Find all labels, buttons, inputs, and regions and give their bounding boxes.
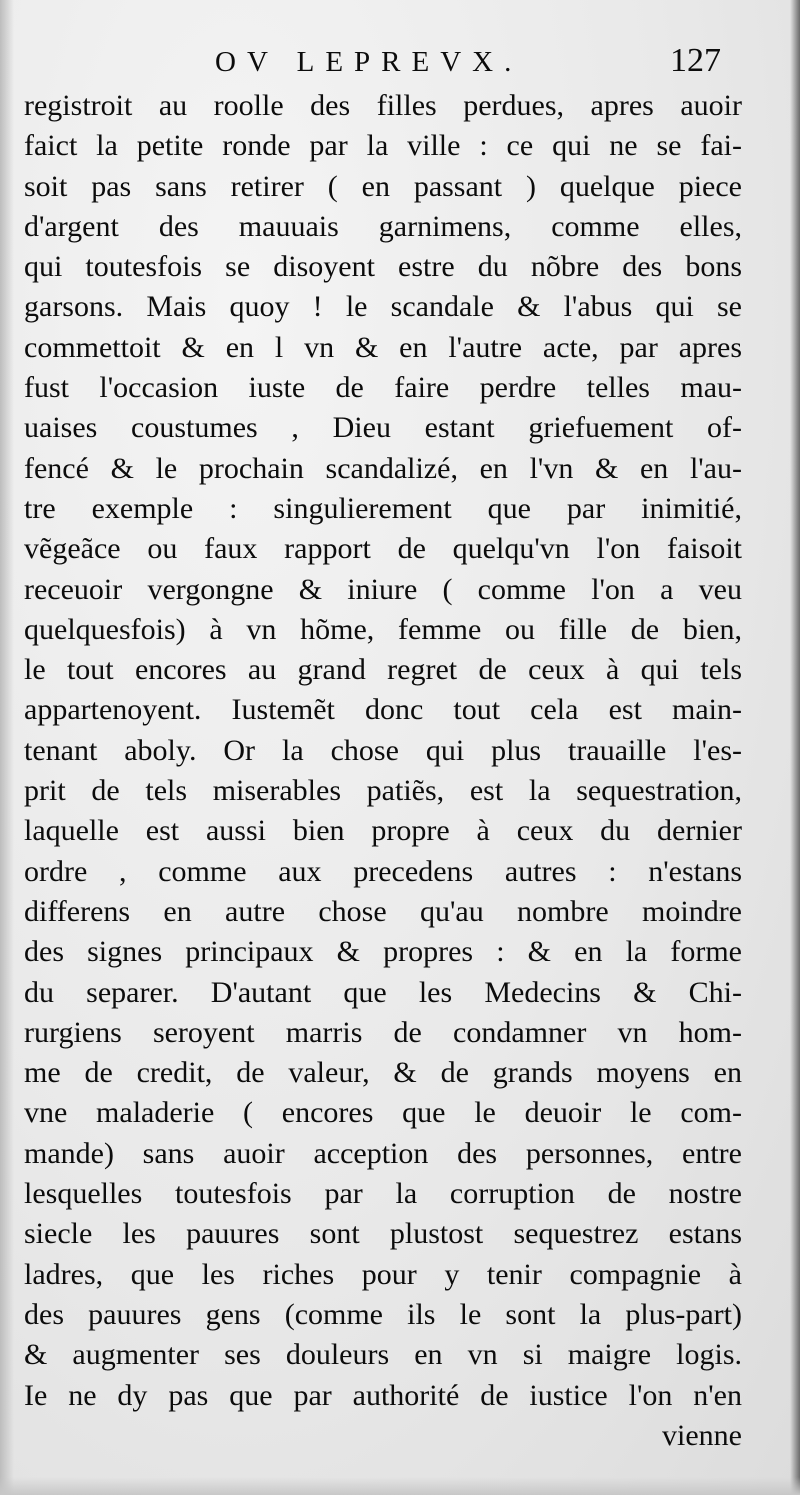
text-line: vẽgeãce ou faux rapport de quelqu'vn l'on faisoit bbox=[24, 532, 742, 566]
text-line: fencé & le prochain scandalizé, en l'vn & en l'au- bbox=[24, 451, 742, 485]
text-line: laquelle est aussi bien propre à ceux du dernier bbox=[24, 814, 742, 848]
text-line: receuoir vergongne & iniure ( comme l'on a veu bbox=[24, 572, 742, 606]
running-title: OV LEPREVX. bbox=[215, 46, 523, 78]
text-line: des signes principaux & propres : & en la forme bbox=[24, 935, 742, 969]
text-line: Ie ne dy pas que par authorité de iustice l'on n'en bbox=[24, 1378, 742, 1412]
text-line: tenant aboly. Or la chose qui plus trauaille l'es- bbox=[24, 733, 742, 767]
text-line: differens en autre chose qu'au nombre moindre bbox=[24, 894, 742, 928]
text-line: qui toutesfois se disoyent estre du nõbre des bons bbox=[24, 250, 742, 284]
text-line: soit pas sans retirer ( en passant ) quelque piece bbox=[24, 169, 742, 203]
text-line: quelquesfois) à vn hõme, femme ou fille de bien, bbox=[24, 612, 742, 646]
text-line: ordre , comme aux precedens autres : n'estans bbox=[24, 854, 742, 888]
text-line: registroit au roolle des filles perdues, apres auoir bbox=[24, 89, 742, 122]
text-line: lesquelles toutesfois par la corruption de nostre bbox=[24, 1177, 742, 1211]
text-line: prit de tels miserables patiẽs, est la sequestration, bbox=[24, 774, 742, 808]
text-line: uaises coustumes , Dieu estant griefuement of- bbox=[24, 411, 742, 445]
text-line: ladres, que les riches pour y tenir compagnie à bbox=[24, 1257, 742, 1291]
page-header bbox=[0, 42, 800, 88]
text-line: siecle les pauures sont plustost sequestrez estans bbox=[24, 1217, 742, 1251]
page-shadow-left bbox=[0, 0, 14, 1495]
text-line: me de credit, de valeur, & de grands moyens en bbox=[24, 1056, 742, 1090]
page-number: 127 bbox=[670, 42, 721, 79]
catchword: vienne bbox=[662, 1418, 742, 1452]
text-line: le tout encores au grand regret de ceux à qui tels bbox=[24, 653, 742, 687]
text-line: des pauures gens (comme ils le sont la plus-part) bbox=[24, 1297, 742, 1331]
text-line: garsons. Mais quoy ! le scandale & l'abus qui se bbox=[24, 290, 742, 324]
text-line: tre exemple : singulierement que par inimitié, bbox=[24, 491, 742, 525]
text-line: & augmenter ses douleurs en vn si maigre logis. bbox=[24, 1338, 742, 1372]
text-line: appartenoyent. Iustemẽt donc tout cela est main- bbox=[24, 693, 742, 727]
text-line: d'argent des mauuais garnimens, comme elles, bbox=[24, 209, 742, 243]
text-line: commettoit & en l vn & en l'autre acte, par apres bbox=[24, 330, 742, 364]
page-shadow-bottom bbox=[0, 1477, 800, 1495]
text-line: rurgiens seroyent marris de condamner vn hom- bbox=[24, 1015, 742, 1049]
text-line: fust l'occasion iuste de faire perdre telles mau- bbox=[24, 371, 742, 405]
text-line: faict la petite ronde par la ville : ce qui ne se fai- bbox=[24, 129, 742, 163]
text-line: vne maladerie ( encores que le deuoir le com- bbox=[24, 1096, 742, 1130]
page-shadow-right bbox=[790, 0, 800, 1495]
text-line: mande) sans auoir acception des personnes, entre bbox=[24, 1136, 742, 1170]
text-line: du separer. D'autant que les Medecins & Chi- bbox=[24, 975, 742, 1009]
body-text bbox=[24, 86, 742, 1456]
